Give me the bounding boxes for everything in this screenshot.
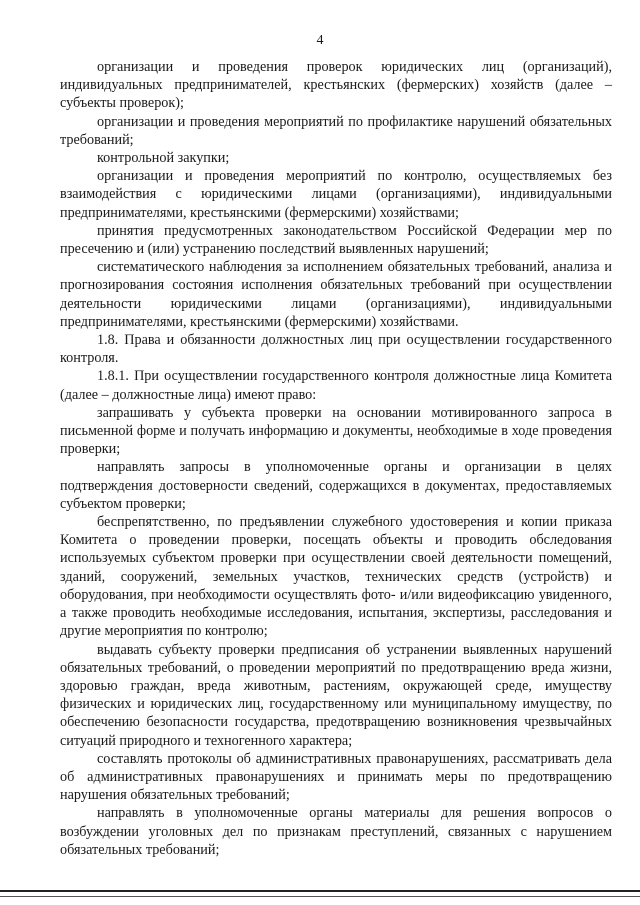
paragraph: направлять в уполномоченные органы материалы для решения вопросов о возбуждении уголовных дел по признакам преступлений, связанных с нарушением обязательных требований; xyxy=(60,805,612,858)
bottom-scan-edge-line xyxy=(0,896,640,897)
document-body xyxy=(60,58,612,859)
bottom-scan-edge xyxy=(0,890,640,892)
paragraph: организации и проведения мероприятий по профилактике нарушений обязательных требований; xyxy=(60,113,612,148)
paragraph: направлять запросы в уполномоченные органы и организации в целях подтверждения достоверности сведений, содержащихся в документах, предоставляемых субъектом проверки; xyxy=(60,459,612,512)
paragraph: контрольной закупки; xyxy=(97,150,230,167)
paragraph: выдавать субъекту проверки предписания об устранении выявленных нарушений обязательных требований, о проведении мероприятий по предотвращению вреда жизни, здоровью граждан, вреда животным, растениям, окружающей среде, имуществу физических и юридических лиц, государственному или муниципальному имуществу, по обеспечению безопасности государства, предотвращению возникновения чрезвычайных ситуаций природного и техногенного характера; xyxy=(60,641,612,749)
page-number: 4 xyxy=(316,33,324,48)
subsection-1-8-1: 1.8.1. При осуществлении государственного контроля должностные лица Комитета (далее – должностные лица) имеют право: xyxy=(60,368,612,403)
paragraph: организации и проведения проверок юридических лиц (организаций), индивидуальных предпринимателей, крестьянских (фермерских) хозяйств (далее – субъекты проверок); xyxy=(60,59,612,112)
section-heading-1-8: 1.8. Права и обязанности должностных лиц при осуществлении государственного контроля. xyxy=(60,332,612,367)
paragraph: систематического наблюдения за исполнением обязательных требований, анализа и прогнозирования состояния исполнения обязательных требований при осуществлении деятельности юридическими лицами (организациями), индивидуальными предпринимателями, крестьянскими (фермерскими) хозяйствами. xyxy=(60,259,612,330)
paragraph: принятия предусмотренных законодательством Российской Федерации мер по пресечению и (или) устранению последствий выявленных нарушений; xyxy=(60,222,612,258)
paragraph: организации и проведения мероприятий по контролю, осуществляемых без взаимодействия с юридическими лицами (организациями), индивидуальными предпринимателями, крестьянскими (фермерскими) хозяйствами; xyxy=(60,168,612,221)
paragraph: запрашивать у субъекта проверки на основании мотивированного запроса в письменной форме и получать информацию и документы, необходимые в ходе проведения проверки; xyxy=(60,404,612,458)
paragraph: составлять протоколы об административных правонарушениях, рассматривать дела об административных правонарушениях и принимать меры по предотвращению нарушения обязательных требований; xyxy=(60,750,612,804)
paragraph: беспрепятственно, по предъявлении служебного удостоверения и копии приказа Комитета о проведении проверки, посещать объекты и проводить обследования используемых субъектом проверки при осуществлении своей деятельности помещений, зданий, сооружений, земельных участков, технических средств (устройств) и оборудования, при необходимости осуществлять фото- и/или видеофиксацию увиденного, а также проводить необходимые исследования, испытания, экспертизы, расследования и другие мероприятия по контролю; xyxy=(60,514,612,640)
